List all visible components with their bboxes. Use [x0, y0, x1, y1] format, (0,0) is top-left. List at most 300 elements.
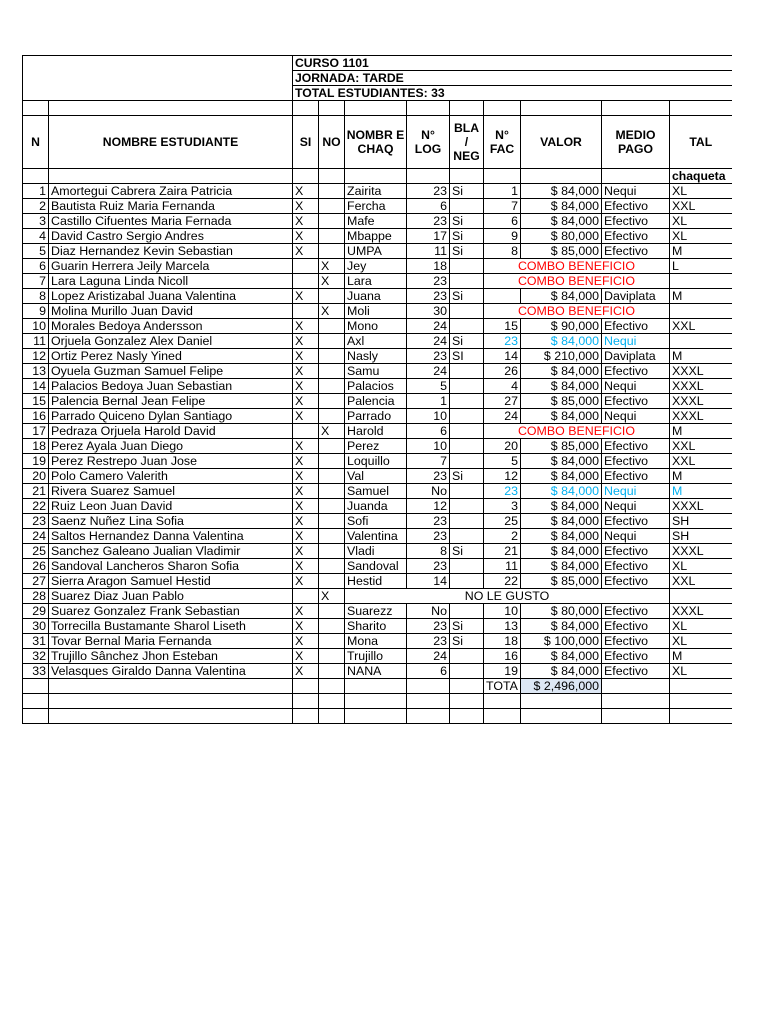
- student-name: Orjuela Gonzalez Alex Daniel: [49, 334, 293, 349]
- bla-neg: [450, 394, 484, 409]
- student-name: Diaz Hernandez Kevin Sebastian: [49, 244, 293, 259]
- student-name: Tovar Bernal Maria Fernanda: [49, 634, 293, 649]
- bla-neg: [450, 439, 484, 454]
- jacket-name: Mono: [345, 319, 407, 334]
- bla-neg: Si: [450, 619, 484, 634]
- bla-neg: Si: [450, 214, 484, 229]
- si-mark: X: [293, 484, 319, 499]
- row-number: 18: [23, 439, 49, 454]
- log-number: 23: [407, 619, 450, 634]
- student-name: Sierra Aragon Samuel Hestid: [49, 574, 293, 589]
- si-mark: X: [293, 514, 319, 529]
- no-mark: [319, 289, 345, 304]
- payment-value: $ 84,000: [521, 184, 602, 199]
- blank-cell: [345, 709, 407, 724]
- no-mark: [319, 574, 345, 589]
- row-number: 16: [23, 409, 49, 424]
- row-number: 30: [23, 619, 49, 634]
- si-mark: X: [293, 319, 319, 334]
- log-number: 24: [407, 334, 450, 349]
- payment-method: Efectivo: [602, 244, 670, 259]
- student-name: Suarez Diaz Juan Pablo: [49, 589, 293, 604]
- no-mark: [319, 379, 345, 394]
- payment-value: $ 84,000: [521, 409, 602, 424]
- bla-neg: [450, 274, 484, 289]
- row-number: 19: [23, 454, 49, 469]
- log-number: 30: [407, 304, 450, 319]
- bla-neg: Si: [450, 469, 484, 484]
- invoice-number: 27: [484, 394, 521, 409]
- student-name: Sandoval Lancheros Sharon Sofia: [49, 559, 293, 574]
- table-row: [23, 619, 732, 634]
- log-number: 6: [407, 199, 450, 214]
- no-mark: X: [319, 259, 345, 274]
- si-mark: [293, 274, 319, 289]
- blank-cell: [319, 709, 345, 724]
- blank-cell: [521, 694, 602, 709]
- log-number: 23: [407, 349, 450, 364]
- table-row: [23, 469, 732, 484]
- no-mark: [319, 199, 345, 214]
- student-name: David Castro Sergio Andres: [49, 229, 293, 244]
- blank-cell: [49, 709, 293, 724]
- payment-method: Efectivo: [602, 319, 670, 334]
- row-number: 7: [23, 274, 49, 289]
- si-mark: [293, 589, 319, 604]
- invoice-number: 2: [484, 529, 521, 544]
- payment-value: $ 80,000: [521, 604, 602, 619]
- payment-value: $ 84,000: [521, 559, 602, 574]
- jacket-name: Vladi: [345, 544, 407, 559]
- payment-method: Nequi: [602, 409, 670, 424]
- size-value: XL: [670, 559, 732, 574]
- no-mark: [319, 649, 345, 664]
- row-number: 13: [23, 364, 49, 379]
- size-value: XXXL: [670, 499, 732, 514]
- bla-neg: Si: [450, 544, 484, 559]
- blank-row: [23, 709, 732, 724]
- log-number: 17: [407, 229, 450, 244]
- payment-method: Efectivo: [602, 199, 670, 214]
- header-student-name: NOMBRE ESTUDIANTE: [49, 116, 293, 169]
- row-number: 21: [23, 484, 49, 499]
- row-number: 14: [23, 379, 49, 394]
- size-value: XXL: [670, 574, 732, 589]
- bla-neg: [450, 259, 484, 274]
- size-value: M: [670, 484, 732, 499]
- jacket-name: Palencia: [345, 394, 407, 409]
- blank-cell: [484, 709, 521, 724]
- log-number: 5: [407, 379, 450, 394]
- log-number: 23: [407, 274, 450, 289]
- jacket-name: Lara: [345, 274, 407, 289]
- log-number: 10: [407, 409, 450, 424]
- size-value: XL: [670, 214, 732, 229]
- jacket-name: Sharito: [345, 619, 407, 634]
- jacket-name: Sandoval: [345, 559, 407, 574]
- size-value: XL: [670, 229, 732, 244]
- payment-method: Daviplata: [602, 349, 670, 364]
- size-value: XXXL: [670, 394, 732, 409]
- payment-method: Nequi: [602, 334, 670, 349]
- invoice-number: 24: [484, 409, 521, 424]
- payment-value: $ 84,000: [521, 499, 602, 514]
- jacket-name: Parrado: [345, 409, 407, 424]
- blank-cell: [450, 679, 484, 694]
- table-row: [23, 214, 732, 229]
- si-mark: X: [293, 619, 319, 634]
- total-students-label: TOTAL ESTUDIANTES: 33: [293, 86, 732, 101]
- invoice-number: 11: [484, 559, 521, 574]
- student-name: Ruiz Leon Juan David: [49, 499, 293, 514]
- si-mark: X: [293, 499, 319, 514]
- payment-method: Efectivo: [602, 634, 670, 649]
- log-number: 24: [407, 649, 450, 664]
- blank-cell: [450, 694, 484, 709]
- no-mark: X: [319, 304, 345, 319]
- blank-cell: [23, 694, 49, 709]
- student-name: Polo Camero Valerith: [49, 469, 293, 484]
- si-mark: X: [293, 604, 319, 619]
- jacket-name: Sofi: [345, 514, 407, 529]
- jacket-name: Harold: [345, 424, 407, 439]
- si-mark: X: [293, 529, 319, 544]
- size-value: XL: [670, 634, 732, 649]
- jacket-name: Moli: [345, 304, 407, 319]
- blank-cell: [602, 694, 670, 709]
- payment-value: $ 84,000: [521, 514, 602, 529]
- row-number: 17: [23, 424, 49, 439]
- payment-method: Efectivo: [602, 559, 670, 574]
- log-number: 18: [407, 259, 450, 274]
- table-row: [23, 484, 732, 499]
- student-name: Morales Bedoya Andersson: [49, 319, 293, 334]
- si-mark: X: [293, 439, 319, 454]
- invoice-number: 4: [484, 379, 521, 394]
- payment-method: Efectivo: [602, 214, 670, 229]
- combo-note: COMBO BENEFICIO: [484, 259, 670, 274]
- row-number: 32: [23, 649, 49, 664]
- invoice-number: 16: [484, 649, 521, 664]
- payment-value: $ 84,000: [521, 469, 602, 484]
- si-mark: X: [293, 184, 319, 199]
- no-mark: [319, 454, 345, 469]
- bla-neg: [450, 604, 484, 619]
- log-number: 23: [407, 469, 450, 484]
- si-mark: [293, 304, 319, 319]
- table-row: [23, 259, 732, 274]
- size-value: M: [670, 424, 732, 439]
- row-number: 4: [23, 229, 49, 244]
- no-mark: [319, 604, 345, 619]
- si-mark: X: [293, 244, 319, 259]
- log-number: 7: [407, 454, 450, 469]
- jacket-name: Val: [345, 469, 407, 484]
- log-number: 14: [407, 574, 450, 589]
- bla-neg: [450, 409, 484, 424]
- log-number: 24: [407, 364, 450, 379]
- no-mark: [319, 619, 345, 634]
- invoice-number: 25: [484, 514, 521, 529]
- size-value: XXL: [670, 319, 732, 334]
- table-row: [23, 364, 732, 379]
- si-mark: X: [293, 574, 319, 589]
- no-mark: [319, 634, 345, 649]
- table-row: [23, 604, 732, 619]
- blank-cell: [407, 694, 450, 709]
- size-value: M: [670, 649, 732, 664]
- row-number: 29: [23, 604, 49, 619]
- row-number: 27: [23, 574, 49, 589]
- jacket-name: Samuel: [345, 484, 407, 499]
- no-mark: [319, 334, 345, 349]
- combo-note: COMBO BENEFICIO: [484, 424, 670, 439]
- bla-neg: [450, 319, 484, 334]
- bla-neg: Si: [450, 334, 484, 349]
- table-row: [23, 574, 732, 589]
- payment-value: $ 100,000: [521, 634, 602, 649]
- log-number: 11: [407, 244, 450, 259]
- log-number: 12: [407, 499, 450, 514]
- log-number: 6: [407, 424, 450, 439]
- bla-neg: [450, 529, 484, 544]
- header-fac: N° FAC: [484, 116, 521, 169]
- student-name: Molina Murillo Juan David: [49, 304, 293, 319]
- table-row: [23, 394, 732, 409]
- jacket-name: Juana: [345, 289, 407, 304]
- payment-value: $ 84,000: [521, 379, 602, 394]
- row-number: 24: [23, 529, 49, 544]
- si-mark: X: [293, 199, 319, 214]
- si-mark: X: [293, 469, 319, 484]
- payment-method: Efectivo: [602, 439, 670, 454]
- bla-neg: [450, 454, 484, 469]
- row-number: 5: [23, 244, 49, 259]
- payment-value: $ 85,000: [521, 244, 602, 259]
- table-row: [23, 199, 732, 214]
- blank-cell: [602, 679, 670, 694]
- size-value: XL: [670, 184, 732, 199]
- header-value: VALOR: [521, 116, 602, 169]
- combo-note: COMBO BENEFICIO: [484, 274, 670, 289]
- bla-neg: [450, 484, 484, 499]
- invoice-number: 7: [484, 199, 521, 214]
- student-name: Bautista Ruiz Maria Fernanda: [49, 199, 293, 214]
- student-name: Perez Ayala Juan Diego: [49, 439, 293, 454]
- blank-cell: [49, 679, 293, 694]
- size-value: XXXL: [670, 604, 732, 619]
- combo-note: COMBO BENEFICIO: [484, 304, 670, 319]
- table-row: [23, 229, 732, 244]
- student-name: Rivera Suarez Samuel: [49, 484, 293, 499]
- row-number: 33: [23, 664, 49, 679]
- blank-cell: [602, 709, 670, 724]
- header-si: SI: [293, 116, 319, 169]
- payment-value: $ 84,000: [521, 484, 602, 499]
- blank-cell: [23, 679, 49, 694]
- no-mark: [319, 499, 345, 514]
- payment-method: Efectivo: [602, 469, 670, 484]
- invoice-number: 13: [484, 619, 521, 634]
- invoice-number: 5: [484, 454, 521, 469]
- size-value: SH: [670, 514, 732, 529]
- no-mark: [319, 409, 345, 424]
- si-mark: X: [293, 559, 319, 574]
- student-name: Oyuela Guzman Samuel Felipe: [49, 364, 293, 379]
- table-row: [23, 244, 732, 259]
- student-name: Guarin Herrera Jeily Marcela: [49, 259, 293, 274]
- table-row: [23, 649, 732, 664]
- bla-neg: [450, 559, 484, 574]
- header-size: TAL: [670, 116, 732, 169]
- jacket-name: Axl: [345, 334, 407, 349]
- no-mark: [319, 229, 345, 244]
- table-row: [23, 589, 732, 604]
- table-row: [23, 634, 732, 649]
- bla-neg: SI: [450, 349, 484, 364]
- jacket-name: Nasly: [345, 349, 407, 364]
- student-name: Pedraza Orjuela Harold David: [49, 424, 293, 439]
- invoice-number: 23: [484, 334, 521, 349]
- no-mark: [319, 394, 345, 409]
- blank-cell: [319, 694, 345, 709]
- size-value: XXL: [670, 439, 732, 454]
- row-number: 8: [23, 289, 49, 304]
- header-payment: MEDIO PAGO: [602, 116, 670, 169]
- payment-method: Nequi: [602, 529, 670, 544]
- log-number: 23: [407, 634, 450, 649]
- no-mark: [319, 544, 345, 559]
- table-row: [23, 184, 732, 199]
- si-mark: X: [293, 214, 319, 229]
- table-row: [23, 559, 732, 574]
- payment-method: Efectivo: [602, 514, 670, 529]
- bla-neg: [450, 424, 484, 439]
- si-mark: X: [293, 454, 319, 469]
- header-jacket: chaqueta: [670, 169, 732, 184]
- no-mark: X: [319, 274, 345, 289]
- bla-neg: Si: [450, 184, 484, 199]
- size-value: M: [670, 244, 732, 259]
- bla-neg: [450, 664, 484, 679]
- log-number: 23: [407, 184, 450, 199]
- size-value: [670, 589, 732, 604]
- payment-method: Daviplata: [602, 289, 670, 304]
- si-mark: X: [293, 364, 319, 379]
- payment-method: Efectivo: [602, 364, 670, 379]
- student-name: Castillo Cifuentes Maria Fernada: [49, 214, 293, 229]
- size-value: XXXL: [670, 544, 732, 559]
- payment-method: Efectivo: [602, 574, 670, 589]
- table-row: [23, 499, 732, 514]
- bla-neg: [450, 649, 484, 664]
- payment-value: $ 84,000: [521, 664, 602, 679]
- payment-value: $ 84,000: [521, 619, 602, 634]
- no-mark: [319, 469, 345, 484]
- header-n: N: [23, 116, 49, 169]
- size-value: L: [670, 259, 732, 274]
- size-value: SH: [670, 529, 732, 544]
- row-number: 28: [23, 589, 49, 604]
- no-mark: [319, 484, 345, 499]
- student-name: Perez Restrepo Juan Jose: [49, 454, 293, 469]
- jacket-name: NANA: [345, 664, 407, 679]
- bla-neg: Si: [450, 289, 484, 304]
- student-name: Saltos Hernandez Danna Valentina: [49, 529, 293, 544]
- invoice-number: 12: [484, 469, 521, 484]
- payment-value: $ 84,000: [521, 334, 602, 349]
- jacket-name: Juanda: [345, 499, 407, 514]
- log-number: No: [407, 604, 450, 619]
- invoice-number: 20: [484, 439, 521, 454]
- table-row: [23, 349, 732, 364]
- size-value: M: [670, 289, 732, 304]
- table-row: [23, 664, 732, 679]
- row-number: 15: [23, 394, 49, 409]
- row-number: 22: [23, 499, 49, 514]
- student-name: Trujillo Sânchez Jhon Esteban: [49, 649, 293, 664]
- row-number: 25: [23, 544, 49, 559]
- payment-value: $ 85,000: [521, 439, 602, 454]
- shift-label: JORNADA: TARDE: [293, 71, 732, 86]
- payment-value: $ 84,000: [521, 454, 602, 469]
- student-name: Sanchez Galeano Jualian Vladimir: [49, 544, 293, 559]
- si-mark: X: [293, 634, 319, 649]
- log-number: 23: [407, 214, 450, 229]
- jacket-name: Fercha: [345, 199, 407, 214]
- payment-method: Efectivo: [602, 394, 670, 409]
- log-number: 10: [407, 439, 450, 454]
- payment-value: $ 210,000: [521, 349, 602, 364]
- size-value: XXXL: [670, 379, 732, 394]
- row-number: 3: [23, 214, 49, 229]
- bla-neg: [450, 304, 484, 319]
- no-mark: [319, 184, 345, 199]
- si-mark: X: [293, 394, 319, 409]
- student-name: Lara Laguna Linda Nicoll: [49, 274, 293, 289]
- log-number: 23: [407, 559, 450, 574]
- blank-cell: [293, 709, 319, 724]
- row-number: 31: [23, 634, 49, 649]
- size-value: XXL: [670, 454, 732, 469]
- payment-method: Nequi: [602, 484, 670, 499]
- row-number: 23: [23, 514, 49, 529]
- invoice-number: 21: [484, 544, 521, 559]
- student-name: Amortegui Cabrera Zaira Patricia: [49, 184, 293, 199]
- si-mark: [293, 259, 319, 274]
- size-value: [670, 334, 732, 349]
- size-value: [670, 304, 732, 319]
- no-mark: X: [319, 424, 345, 439]
- blank-cell: [293, 679, 319, 694]
- table-row: [23, 304, 732, 319]
- payment-value: $ 80,000: [521, 229, 602, 244]
- header-no: NO: [319, 116, 345, 169]
- payment-value: $ 84,000: [521, 199, 602, 214]
- totals-row: [23, 679, 732, 694]
- invoice-number: 18: [484, 634, 521, 649]
- students-table: [22, 55, 732, 724]
- size-value: M: [670, 349, 732, 364]
- payment-method: Efectivo: [602, 649, 670, 664]
- payment-method: Efectivo: [602, 544, 670, 559]
- payment-method: Efectivo: [602, 619, 670, 634]
- row-number: 10: [23, 319, 49, 334]
- no-mark: [319, 244, 345, 259]
- payment-method: Efectivo: [602, 229, 670, 244]
- jacket-name: Jey: [345, 259, 407, 274]
- blank-cell: [670, 679, 732, 694]
